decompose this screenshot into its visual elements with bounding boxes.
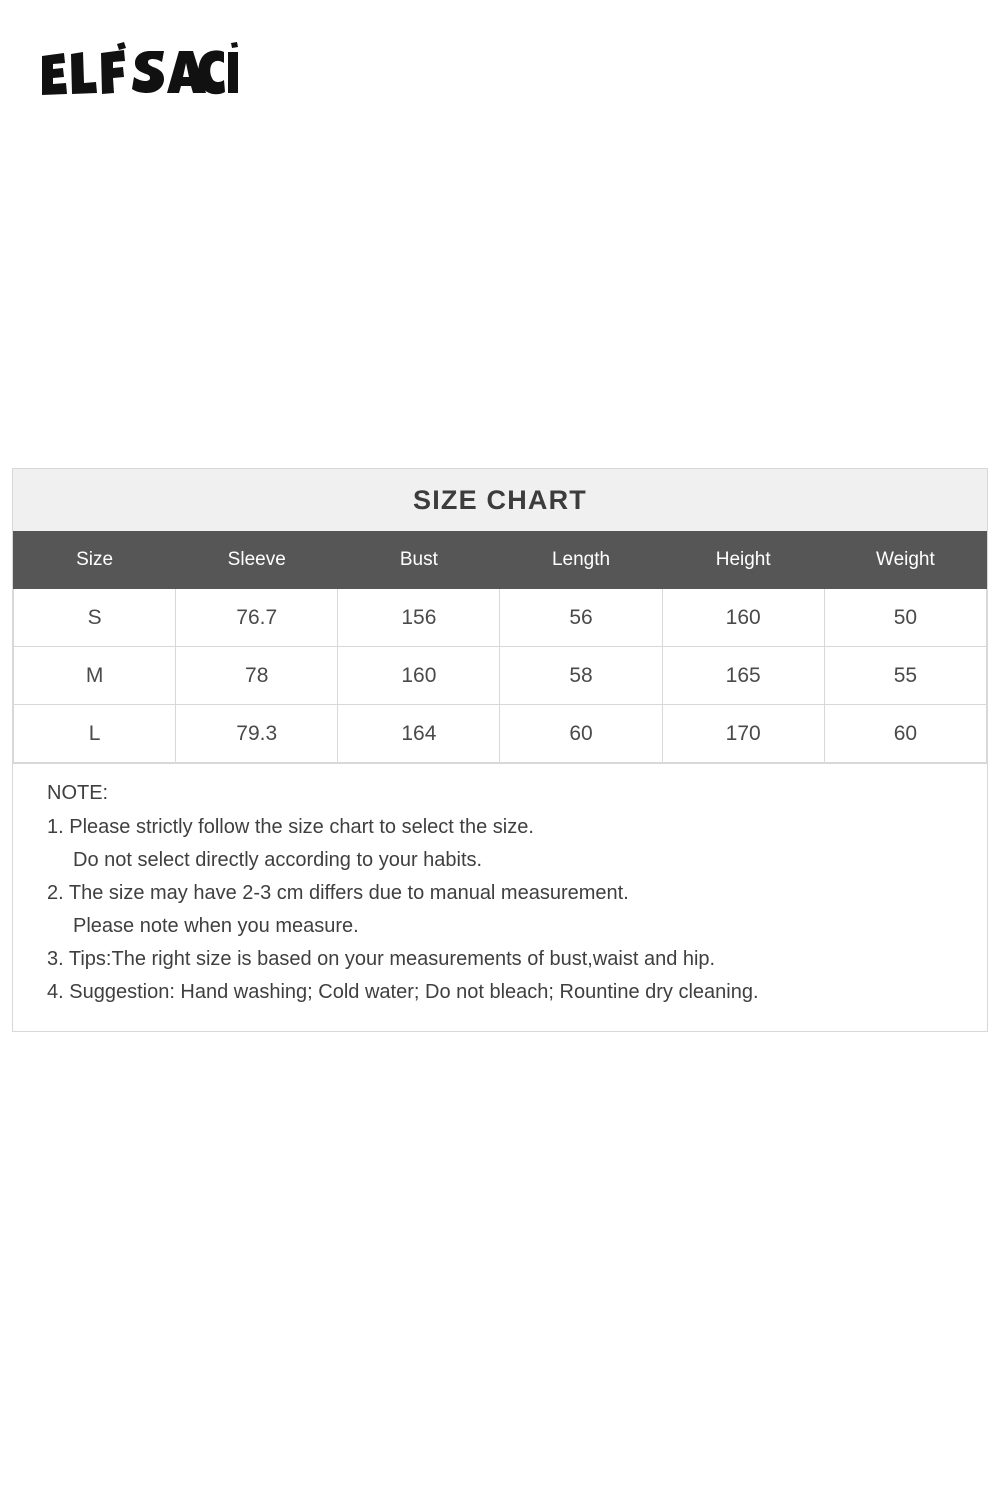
- note-block: [13, 763, 987, 1031]
- cell-bust: 160: [338, 647, 500, 705]
- cell-height: 165: [662, 647, 824, 705]
- note-line-2b: Please note when you measure.: [73, 915, 359, 937]
- column-header-weight: Weight: [824, 532, 986, 589]
- note-line-1: 1. Please strictly follow the size chart to select the size.: [47, 816, 534, 838]
- elfsack-logo: [38, 42, 238, 104]
- size-chart-table: [13, 531, 987, 763]
- column-header-height: Height: [662, 532, 824, 589]
- cell-size: S: [14, 589, 176, 647]
- table-header-row: [14, 532, 987, 589]
- note-line-3: 3. Tips:The right size is based on your measurements of bust,waist and hip.: [47, 948, 716, 970]
- note-heading: NOTE:: [47, 782, 109, 804]
- size-chart-block: [12, 468, 988, 1032]
- cell-bust: 156: [338, 589, 500, 647]
- cell-sleeve: 78: [176, 647, 338, 705]
- note-line-2: 2. The size may have 2-3 cm differs due to manual measurement.: [47, 882, 629, 904]
- column-header-length: Length: [500, 532, 662, 589]
- note-line-1b: Do not select directly according to your habits.: [73, 849, 483, 871]
- cell-height: 160: [662, 589, 824, 647]
- cell-weight: 60: [824, 705, 986, 763]
- cell-length: 56: [500, 589, 662, 647]
- table-row: [14, 705, 987, 763]
- cell-length: 58: [500, 647, 662, 705]
- cell-length: 60: [500, 705, 662, 763]
- cell-height: 170: [662, 705, 824, 763]
- page-title: SIZE CHART: [13, 469, 987, 531]
- cell-weight: 50: [824, 589, 986, 647]
- elfsack-logo-glyph: [38, 42, 238, 104]
- cell-weight: 55: [824, 647, 986, 705]
- cell-bust: 164: [338, 705, 500, 763]
- column-header-bust: Bust: [338, 532, 500, 589]
- table-row: [14, 589, 987, 647]
- cell-sleeve: 76.7: [176, 589, 338, 647]
- cell-size: M: [14, 647, 176, 705]
- table-row: [14, 647, 987, 705]
- cell-size: L: [14, 705, 176, 763]
- note-line-4: 4. Suggestion: Hand washing; Cold water; Do not bleach; Rountine dry cleaning.: [47, 981, 759, 1003]
- column-header-size: Size: [14, 532, 176, 589]
- column-header-sleeve: Sleeve: [176, 532, 338, 589]
- cell-sleeve: 79.3: [176, 705, 338, 763]
